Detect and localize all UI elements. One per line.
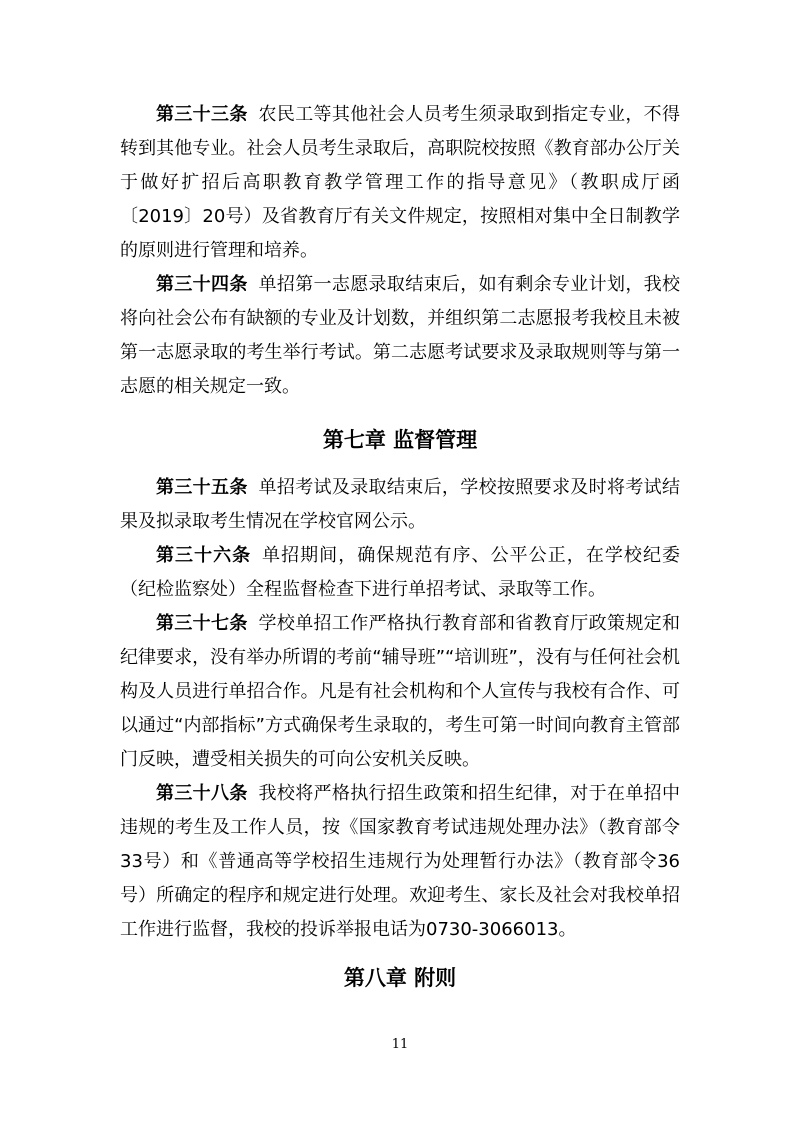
article-34 [120, 268, 680, 404]
page-number: 11 [391, 1037, 409, 1052]
article-label: 第三十五条 [156, 477, 248, 498]
chapter-title: 第七章 监督管理 [322, 428, 478, 452]
article-text: 农民工等其他社会人员考生须录取到指定专业，不得转到其他专业。社会人员考生录取后，高职院校按照《教育部办公厅关于做好扩招后高职教育教学管理工作的指导意见》（教职成厅函〔2019〕20号）及省教育厅有关文件规定，按照相对集中全日制教学的原则进行管理和培养。 [120, 104, 681, 261]
article-text: 单招第一志愿录取结束后，如有剩余专业计划，我校将向社会公布有缺额的专业及计划数，并组织第二志愿报考我校且未被第一志愿录取的考生举行考试。第二志愿考试要求及录取规则等与第一志愿的相关规定一致。 [120, 274, 681, 397]
article-37 [120, 607, 680, 777]
article-35 [120, 471, 680, 539]
article-text: 单招期间，确保规范有序、公平公正，在学校纪委（纪检监察处）全程监督检查下进行单招考试、录取等工作。 [120, 545, 681, 600]
article-label: 第三十四条 [156, 274, 248, 295]
article-label: 第三十七条 [156, 613, 248, 634]
chapter-title: 第八章 附则 [343, 966, 457, 990]
article-text: 单招考试及录取结束后，学校按照要求及时将考试结果及拟录取考生情况在学校官网公示。 [120, 477, 681, 532]
article-36 [120, 539, 680, 607]
article-text: 我校将严格执行招生政策和招生纪律，对于在单招中违规的考生及工作人员，按《国家教育考试违规处理办法》（教育部令33号）和《普通高等学校招生违规行为处理暂行办法》（教育部令36号）所确定的程序和规定进行处理。欢迎考生、家长及社会对我校单招工作进行监督，我校的投诉举报电话为0730-3066013。 [120, 783, 681, 940]
article-38 [120, 777, 680, 947]
article-text: 学校单招工作严格执行教育部和省教育厅政策规定和纪律要求，没有举办所谓的考前“辅导班”“培训班”，没有与任何社会机构及人员进行单招合作。凡是有社会机构和个人宣传与我校有合作、可以通过“内部指标”方式确保考生录取的，考生可第一时间向教育主管部门反映，遭受相关损失的可向公安机关反映。 [120, 613, 681, 770]
article-label: 第三十三条 [156, 104, 248, 125]
article-33 [120, 98, 680, 268]
article-label: 第三十八条 [156, 783, 248, 804]
article-label: 第三十六条 [156, 545, 252, 566]
